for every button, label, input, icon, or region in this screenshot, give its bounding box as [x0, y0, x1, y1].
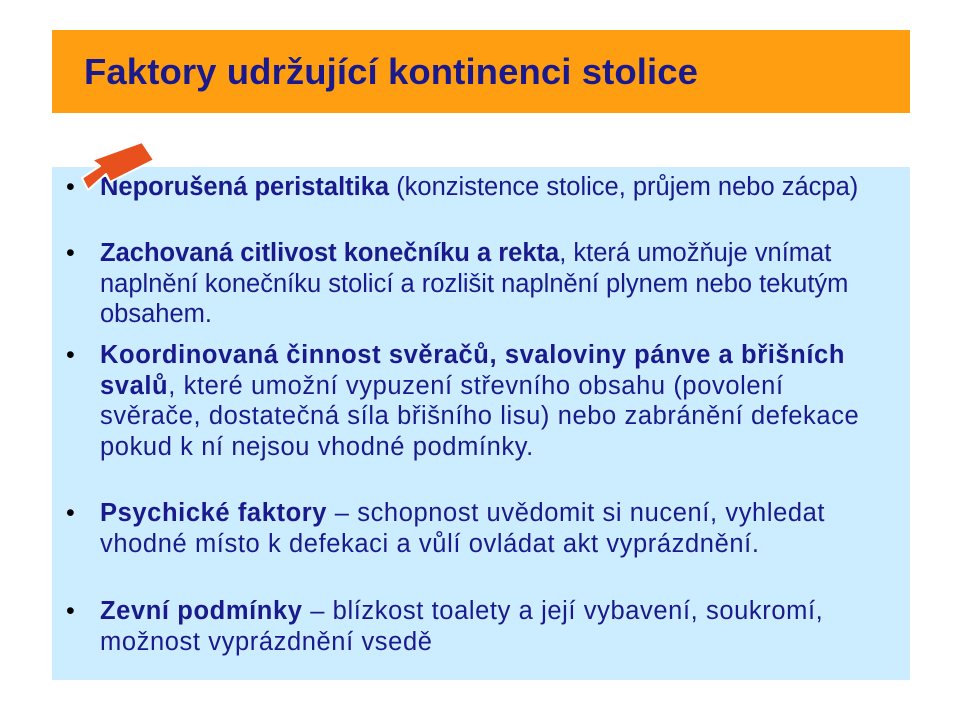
- bullet-bold: Koordinovaná činnost svěračů, svaloviny pánve a břišních svalů: [100, 341, 845, 400]
- bullet-text: (konzistence stolice, průjem nebo zácpa): [389, 173, 859, 201]
- bullet-text: , které umožní vypuzení střevního obsahu (povolení svěrače, dostatečná síla břišního lisu) nebo zabránění defekace pokud k ní nejsou vhodné podmínky.: [100, 371, 860, 461]
- bullet-dot: •: [66, 239, 75, 267]
- bullet-item: [66, 498, 890, 559]
- bullet-dot: •: [66, 173, 75, 201]
- arrow-pointer-icon: [80, 138, 160, 194]
- title-band: [52, 30, 910, 113]
- bullet-item: [66, 596, 890, 657]
- bullet-text: – schopnost uvědomit si nucení, vyhledat vhodné místo k defekaci a vůlí ovládat akt vyprázdnění.: [100, 499, 826, 558]
- bullet-dot: •: [66, 597, 76, 625]
- bullet-bold: Neporušená peristaltika: [100, 173, 390, 201]
- slide-title: Faktory udržující kontinenci stolice: [84, 50, 699, 92]
- bullet-item: [66, 238, 890, 330]
- bullet-bold: Zachovaná citlivost konečníku a rekta: [100, 239, 560, 267]
- bullet-bold: Psychické faktory: [100, 499, 328, 527]
- bullet-dot: •: [66, 499, 76, 527]
- bullet-item: [66, 340, 890, 462]
- bullet-text: – blízkost toalety a její vybavení, soukromí, možnost vyprázdnění vsedě: [100, 597, 824, 656]
- bullet-item: [66, 172, 890, 203]
- bullet-bold: Zevní podmínky: [100, 597, 303, 625]
- bullet-dot: •: [66, 341, 76, 369]
- bullet-text: , která umožňuje vnímat naplnění konečníku stolicí a rozlišit naplnění plynem nebo tekutým obsahem.: [100, 239, 849, 328]
- content-box: [52, 167, 910, 680]
